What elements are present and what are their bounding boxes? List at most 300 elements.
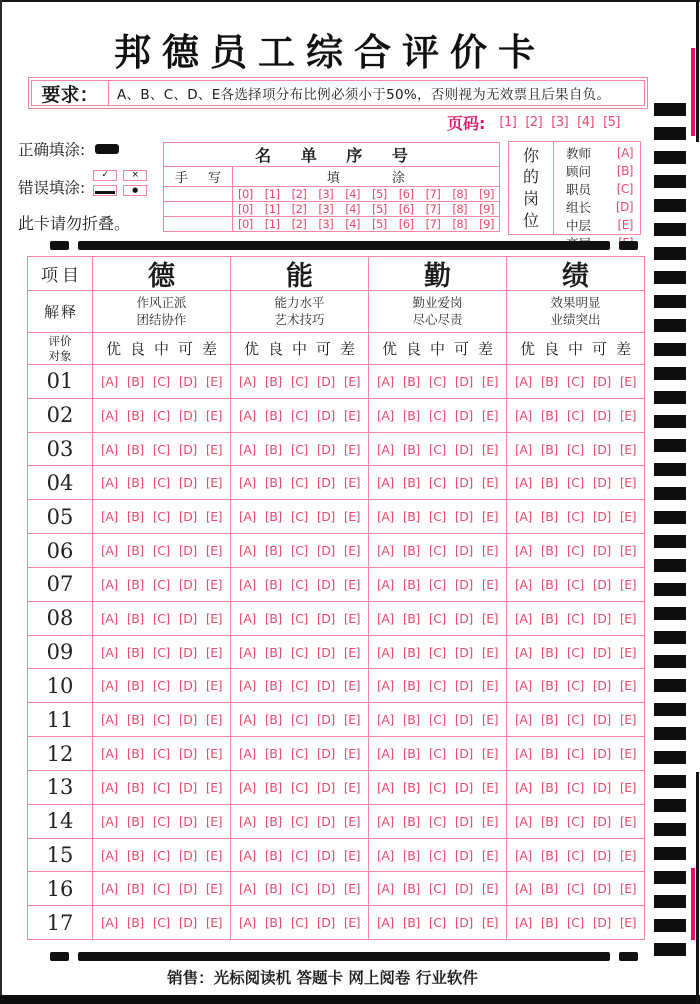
answer-bubble[interactable]: [C] <box>566 779 584 795</box>
answer-bubble[interactable]: [B] <box>264 712 282 728</box>
answer-bubble[interactable]: [A] <box>515 881 532 897</box>
answer-bubble[interactable]: [B] <box>264 881 282 897</box>
answer-bubble[interactable]: [A] <box>239 610 256 626</box>
answer-bubble[interactable]: [D] <box>592 678 611 694</box>
page-number-bubble[interactable]: [4] <box>577 115 595 130</box>
answer-bubble[interactable]: [B] <box>540 746 558 762</box>
answer-bubble[interactable]: [C] <box>566 610 584 626</box>
answer-bubble[interactable]: [D] <box>592 881 611 897</box>
answer-bubble[interactable]: [E] <box>205 813 222 829</box>
answer-bubble[interactable]: [B] <box>540 678 558 694</box>
answer-bubble[interactable]: [C] <box>566 475 584 491</box>
answer-bubble[interactable]: [C] <box>428 576 446 592</box>
answer-bubble[interactable]: [D] <box>454 779 473 795</box>
position-option-bubble[interactable]: [C] <box>616 182 633 196</box>
answer-bubble[interactable]: [E] <box>619 881 636 897</box>
answer-bubble[interactable]: [C] <box>152 644 170 660</box>
answer-bubble[interactable]: [C] <box>152 373 170 389</box>
answer-bubble[interactable]: [C] <box>428 813 446 829</box>
answer-bubble[interactable]: [A] <box>515 373 532 389</box>
answer-bubble[interactable]: [E] <box>205 746 222 762</box>
answer-bubble[interactable]: [D] <box>178 813 197 829</box>
answer-bubble[interactable]: [D] <box>592 915 611 931</box>
answer-bubble[interactable]: [E] <box>481 441 498 457</box>
answer-bubble[interactable]: [A] <box>377 610 394 626</box>
answer-bubble[interactable]: [B] <box>540 407 558 423</box>
answer-bubble[interactable]: [E] <box>205 475 222 491</box>
answer-bubble[interactable]: [C] <box>290 543 308 559</box>
answer-bubble[interactable]: [C] <box>290 475 308 491</box>
answer-bubble[interactable]: [E] <box>619 543 636 559</box>
serial-handwrite-cell[interactable] <box>164 202 233 216</box>
answer-bubble[interactable]: [B] <box>402 881 420 897</box>
answer-bubble[interactable]: [B] <box>126 746 144 762</box>
answer-bubble[interactable]: [E] <box>205 407 222 423</box>
answer-bubble[interactable]: [D] <box>592 610 611 626</box>
answer-bubble[interactable]: [E] <box>205 509 222 525</box>
answer-bubble[interactable]: [A] <box>239 373 256 389</box>
answer-bubble[interactable]: [D] <box>178 779 197 795</box>
answer-bubble[interactable]: [A] <box>515 712 532 728</box>
answer-bubble[interactable]: [E] <box>343 915 360 931</box>
answer-bubble[interactable]: [E] <box>619 576 636 592</box>
answer-bubble[interactable]: [B] <box>126 373 144 389</box>
answer-bubble[interactable]: [C] <box>428 915 446 931</box>
answer-bubble[interactable]: [B] <box>264 847 282 863</box>
answer-bubble[interactable]: [B] <box>126 915 144 931</box>
answer-bubble[interactable]: [D] <box>592 779 611 795</box>
answer-bubble[interactable]: [D] <box>178 678 197 694</box>
answer-bubble[interactable]: [B] <box>402 407 420 423</box>
page-number-bubble[interactable]: [1] <box>499 115 517 130</box>
answer-bubble[interactable]: [A] <box>377 847 394 863</box>
position-option-bubble[interactable]: [A] <box>616 146 633 160</box>
answer-bubble[interactable]: [E] <box>205 576 222 592</box>
answer-bubble[interactable]: [A] <box>515 543 532 559</box>
answer-bubble[interactable]: [C] <box>290 610 308 626</box>
answer-bubble[interactable]: [C] <box>152 779 170 795</box>
answer-bubble[interactable]: [D] <box>592 813 611 829</box>
answer-bubble[interactable]: [A] <box>377 712 394 728</box>
answer-bubble[interactable]: [B] <box>264 779 282 795</box>
answer-bubble[interactable]: [C] <box>428 610 446 626</box>
answer-bubble[interactable]: [E] <box>481 475 498 491</box>
answer-bubble[interactable]: [C] <box>428 475 446 491</box>
answer-bubble[interactable]: [A] <box>101 576 118 592</box>
answer-bubble[interactable]: [C] <box>566 813 584 829</box>
answer-bubble[interactable]: [D] <box>454 610 473 626</box>
answer-bubble[interactable]: [E] <box>619 746 636 762</box>
answer-bubble[interactable]: [E] <box>619 644 636 660</box>
answer-bubble[interactable]: [D] <box>178 407 197 423</box>
answer-bubble[interactable]: [D] <box>592 543 611 559</box>
answer-bubble[interactable]: [E] <box>205 644 222 660</box>
answer-bubble[interactable]: [E] <box>619 373 636 389</box>
serial-digit-bubble[interactable]: [5] <box>371 202 387 216</box>
answer-bubble[interactable]: [B] <box>126 543 144 559</box>
answer-bubble[interactable]: [B] <box>402 678 420 694</box>
answer-bubble[interactable]: [E] <box>205 441 222 457</box>
serial-digit-bubble[interactable]: [6] <box>398 217 414 231</box>
answer-bubble[interactable]: [B] <box>540 712 558 728</box>
answer-bubble[interactable]: [B] <box>402 441 420 457</box>
answer-bubble[interactable]: [D] <box>178 847 197 863</box>
serial-digit-bubble[interactable]: [9] <box>479 187 494 201</box>
answer-bubble[interactable]: [A] <box>239 576 256 592</box>
serial-digit-bubble[interactable]: [9] <box>479 217 494 231</box>
answer-bubble[interactable]: [B] <box>540 779 558 795</box>
answer-bubble[interactable]: [C] <box>428 712 446 728</box>
answer-bubble[interactable]: [D] <box>592 712 611 728</box>
answer-bubble[interactable]: [D] <box>454 441 473 457</box>
answer-bubble[interactable]: [D] <box>316 881 335 897</box>
answer-bubble[interactable]: [B] <box>264 441 282 457</box>
serial-digit-bubble[interactable]: [4] <box>345 217 360 231</box>
answer-bubble[interactable]: [C] <box>428 779 446 795</box>
answer-bubble[interactable]: [A] <box>377 509 394 525</box>
serial-digit-bubble[interactable]: [0] <box>238 202 253 216</box>
answer-bubble[interactable]: [B] <box>402 847 420 863</box>
answer-bubble[interactable]: [C] <box>428 847 446 863</box>
answer-bubble[interactable]: [E] <box>205 847 222 863</box>
answer-bubble[interactable]: [D] <box>178 610 197 626</box>
answer-bubble[interactable]: [D] <box>592 576 611 592</box>
answer-bubble[interactable]: [D] <box>454 543 473 559</box>
answer-bubble[interactable]: [A] <box>101 712 118 728</box>
answer-bubble[interactable]: [E] <box>205 678 222 694</box>
answer-bubble[interactable]: [E] <box>619 610 636 626</box>
answer-bubble[interactable]: [B] <box>402 610 420 626</box>
answer-bubble[interactable]: [A] <box>377 407 394 423</box>
answer-bubble[interactable]: [A] <box>239 407 256 423</box>
answer-bubble[interactable]: [A] <box>101 779 118 795</box>
answer-bubble[interactable]: [B] <box>402 576 420 592</box>
answer-bubble[interactable]: [E] <box>343 813 360 829</box>
answer-bubble[interactable]: [A] <box>377 915 394 931</box>
answer-bubble[interactable]: [B] <box>402 712 420 728</box>
answer-bubble[interactable]: [D] <box>316 475 335 491</box>
answer-bubble[interactable]: [A] <box>515 779 532 795</box>
answer-bubble[interactable]: [B] <box>126 779 144 795</box>
answer-bubble[interactable]: [B] <box>540 373 558 389</box>
serial-digit-bubble[interactable]: [4] <box>345 187 360 201</box>
answer-bubble[interactable]: [E] <box>343 678 360 694</box>
answer-bubble[interactable]: [C] <box>152 813 170 829</box>
answer-bubble[interactable]: [D] <box>592 644 611 660</box>
answer-bubble[interactable]: [E] <box>619 779 636 795</box>
answer-bubble[interactable]: [C] <box>290 373 308 389</box>
answer-bubble[interactable]: [E] <box>343 644 360 660</box>
answer-bubble[interactable]: [B] <box>540 509 558 525</box>
answer-bubble[interactable]: [A] <box>101 610 118 626</box>
answer-bubble[interactable]: [D] <box>454 576 473 592</box>
serial-digit-bubble[interactable]: [4] <box>345 202 360 216</box>
answer-bubble[interactable]: [A] <box>101 373 118 389</box>
answer-bubble[interactable]: [E] <box>619 407 636 423</box>
serial-digit-bubble[interactable]: [2] <box>291 202 307 216</box>
answer-bubble[interactable]: [E] <box>343 610 360 626</box>
answer-bubble[interactable]: [C] <box>566 509 584 525</box>
answer-bubble[interactable]: [A] <box>239 915 256 931</box>
answer-bubble[interactable]: [E] <box>619 712 636 728</box>
answer-bubble[interactable]: [C] <box>290 712 308 728</box>
answer-bubble[interactable]: [D] <box>316 644 335 660</box>
answer-bubble[interactable]: [A] <box>239 509 256 525</box>
answer-bubble[interactable]: [E] <box>481 576 498 592</box>
answer-bubble[interactable]: [A] <box>515 813 532 829</box>
answer-bubble[interactable]: [A] <box>515 509 532 525</box>
answer-bubble[interactable]: [B] <box>264 373 282 389</box>
answer-bubble[interactable]: [D] <box>454 644 473 660</box>
answer-bubble[interactable]: [A] <box>377 475 394 491</box>
answer-bubble[interactable]: [A] <box>377 779 394 795</box>
answer-bubble[interactable]: [C] <box>152 543 170 559</box>
answer-bubble[interactable]: [A] <box>377 543 394 559</box>
answer-bubble[interactable]: [C] <box>428 441 446 457</box>
answer-bubble[interactable]: [A] <box>377 373 394 389</box>
answer-bubble[interactable]: [E] <box>343 543 360 559</box>
answer-bubble[interactable]: [D] <box>592 509 611 525</box>
answer-bubble[interactable]: [B] <box>402 813 420 829</box>
answer-bubble[interactable]: [D] <box>454 475 473 491</box>
answer-bubble[interactable]: [D] <box>178 475 197 491</box>
answer-bubble[interactable]: [A] <box>377 441 394 457</box>
answer-bubble[interactable]: [C] <box>152 678 170 694</box>
position-option-bubble[interactable]: [E] <box>617 218 633 232</box>
answer-bubble[interactable]: [E] <box>481 644 498 660</box>
answer-bubble[interactable]: [C] <box>290 509 308 525</box>
serial-digit-bubble[interactable]: [3] <box>318 217 334 231</box>
answer-bubble[interactable]: [E] <box>481 373 498 389</box>
answer-bubble[interactable]: [A] <box>101 813 118 829</box>
answer-bubble[interactable]: [B] <box>402 644 420 660</box>
answer-bubble[interactable]: [E] <box>343 712 360 728</box>
answer-bubble[interactable]: [C] <box>290 407 308 423</box>
answer-bubble[interactable]: [D] <box>178 373 197 389</box>
answer-bubble[interactable]: [E] <box>343 746 360 762</box>
serial-handwrite-cell[interactable] <box>164 217 233 231</box>
serial-digit-bubble[interactable]: [9] <box>479 202 494 216</box>
page-number-bubble[interactable]: [3] <box>551 115 569 130</box>
answer-bubble[interactable]: [B] <box>402 746 420 762</box>
answer-bubble[interactable]: [D] <box>316 407 335 423</box>
answer-bubble[interactable]: [D] <box>592 746 611 762</box>
answer-bubble[interactable]: [B] <box>126 610 144 626</box>
answer-bubble[interactable]: [D] <box>178 881 197 897</box>
position-option-bubble[interactable]: [B] <box>616 164 633 178</box>
answer-bubble[interactable]: [B] <box>126 881 144 897</box>
answer-bubble[interactable]: [B] <box>126 712 144 728</box>
answer-bubble[interactable]: [A] <box>101 915 118 931</box>
answer-bubble[interactable]: [C] <box>152 509 170 525</box>
answer-bubble[interactable]: [C] <box>290 746 308 762</box>
answer-bubble[interactable]: [B] <box>126 475 144 491</box>
answer-bubble[interactable]: [C] <box>566 373 584 389</box>
answer-bubble[interactable]: [A] <box>101 644 118 660</box>
answer-bubble[interactable]: [D] <box>316 847 335 863</box>
serial-digit-bubble[interactable]: [8] <box>452 217 468 231</box>
serial-digit-bubble[interactable]: [3] <box>318 202 334 216</box>
answer-bubble[interactable]: [B] <box>402 475 420 491</box>
answer-bubble[interactable]: [C] <box>152 847 170 863</box>
answer-bubble[interactable]: [B] <box>540 644 558 660</box>
answer-bubble[interactable]: [E] <box>205 881 222 897</box>
serial-digit-bubble[interactable]: [1] <box>264 187 280 201</box>
answer-bubble[interactable]: [C] <box>566 441 584 457</box>
answer-bubble[interactable]: [B] <box>540 576 558 592</box>
answer-bubble[interactable]: [D] <box>454 915 473 931</box>
answer-bubble[interactable]: [B] <box>264 610 282 626</box>
answer-bubble[interactable]: [B] <box>264 576 282 592</box>
answer-bubble[interactable]: [E] <box>619 813 636 829</box>
answer-bubble[interactable]: [D] <box>316 610 335 626</box>
answer-bubble[interactable]: [A] <box>515 915 532 931</box>
serial-digit-bubble[interactable]: [3] <box>318 187 334 201</box>
answer-bubble[interactable]: [D] <box>316 678 335 694</box>
answer-bubble[interactable]: [A] <box>377 813 394 829</box>
answer-bubble[interactable]: [D] <box>316 373 335 389</box>
answer-bubble[interactable]: [C] <box>428 644 446 660</box>
answer-bubble[interactable]: [A] <box>239 881 256 897</box>
answer-bubble[interactable]: [A] <box>515 678 532 694</box>
answer-bubble[interactable]: [A] <box>101 543 118 559</box>
answer-bubble[interactable]: [A] <box>101 441 118 457</box>
answer-bubble[interactable]: [B] <box>126 847 144 863</box>
answer-bubble[interactable]: [D] <box>592 441 611 457</box>
answer-bubble[interactable]: [E] <box>619 678 636 694</box>
answer-bubble[interactable]: [C] <box>290 576 308 592</box>
answer-bubble[interactable]: [B] <box>126 441 144 457</box>
answer-bubble[interactable]: [D] <box>316 746 335 762</box>
answer-bubble[interactable]: [C] <box>428 509 446 525</box>
serial-digit-bubble[interactable]: [1] <box>264 217 280 231</box>
answer-bubble[interactable]: [E] <box>481 509 498 525</box>
answer-bubble[interactable]: [B] <box>402 373 420 389</box>
answer-bubble[interactable]: [C] <box>152 746 170 762</box>
answer-bubble[interactable]: [D] <box>454 373 473 389</box>
answer-bubble[interactable]: [C] <box>152 441 170 457</box>
answer-bubble[interactable]: [A] <box>377 644 394 660</box>
position-option-bubble[interactable]: [D] <box>615 200 633 214</box>
answer-bubble[interactable]: [E] <box>619 847 636 863</box>
answer-bubble[interactable]: [E] <box>343 576 360 592</box>
answer-bubble[interactable]: [E] <box>481 813 498 829</box>
answer-bubble[interactable]: [B] <box>126 509 144 525</box>
answer-bubble[interactable]: [A] <box>515 610 532 626</box>
answer-bubble[interactable]: [E] <box>619 475 636 491</box>
answer-bubble[interactable]: [B] <box>540 847 558 863</box>
answer-bubble[interactable]: [D] <box>316 509 335 525</box>
answer-bubble[interactable]: [E] <box>481 915 498 931</box>
answer-bubble[interactable]: [C] <box>152 576 170 592</box>
answer-bubble[interactable]: [E] <box>343 881 360 897</box>
answer-bubble[interactable]: [B] <box>126 407 144 423</box>
answer-bubble[interactable]: [C] <box>566 847 584 863</box>
answer-bubble[interactable]: [E] <box>343 407 360 423</box>
answer-bubble[interactable]: [C] <box>290 813 308 829</box>
answer-bubble[interactable]: [E] <box>481 779 498 795</box>
answer-bubble[interactable]: [A] <box>101 509 118 525</box>
answer-bubble[interactable]: [C] <box>428 881 446 897</box>
serial-digit-bubble[interactable]: [7] <box>425 217 441 231</box>
answer-bubble[interactable]: [D] <box>316 915 335 931</box>
answer-bubble[interactable]: [D] <box>454 847 473 863</box>
serial-digit-bubble[interactable]: [8] <box>452 187 468 201</box>
answer-bubble[interactable]: [B] <box>264 678 282 694</box>
answer-bubble[interactable]: [E] <box>343 779 360 795</box>
answer-bubble[interactable]: [B] <box>264 475 282 491</box>
answer-bubble[interactable]: [B] <box>264 813 282 829</box>
answer-bubble[interactable]: [C] <box>428 407 446 423</box>
answer-bubble[interactable]: [C] <box>566 915 584 931</box>
answer-bubble[interactable]: [C] <box>152 475 170 491</box>
answer-bubble[interactable]: [A] <box>377 678 394 694</box>
answer-bubble[interactable]: [A] <box>239 644 256 660</box>
answer-bubble[interactable]: [E] <box>481 847 498 863</box>
answer-bubble[interactable]: [B] <box>126 678 144 694</box>
answer-bubble[interactable]: [C] <box>428 678 446 694</box>
answer-bubble[interactable]: [C] <box>566 881 584 897</box>
serial-digit-bubble[interactable]: [2] <box>291 187 307 201</box>
answer-bubble[interactable]: [B] <box>126 644 144 660</box>
answer-bubble[interactable]: [A] <box>239 746 256 762</box>
answer-bubble[interactable]: [A] <box>101 678 118 694</box>
answer-bubble[interactable]: [A] <box>239 543 256 559</box>
answer-bubble[interactable]: [C] <box>152 610 170 626</box>
answer-bubble[interactable]: [A] <box>101 847 118 863</box>
answer-bubble[interactable]: [B] <box>264 915 282 931</box>
page-number-bubble[interactable]: [2] <box>525 115 543 130</box>
answer-bubble[interactable]: [A] <box>101 407 118 423</box>
answer-bubble[interactable]: [A] <box>515 644 532 660</box>
answer-bubble[interactable]: [C] <box>290 441 308 457</box>
answer-bubble[interactable]: [E] <box>343 509 360 525</box>
answer-bubble[interactable]: [E] <box>343 441 360 457</box>
answer-bubble[interactable]: [E] <box>619 441 636 457</box>
answer-bubble[interactable]: [A] <box>239 813 256 829</box>
serial-handwrite-cell[interactable] <box>164 187 233 201</box>
answer-bubble[interactable]: [B] <box>540 475 558 491</box>
answer-bubble[interactable]: [E] <box>481 746 498 762</box>
answer-bubble[interactable]: [E] <box>619 915 636 931</box>
answer-bubble[interactable]: [A] <box>377 576 394 592</box>
answer-bubble[interactable]: [B] <box>540 441 558 457</box>
answer-bubble[interactable]: [C] <box>290 915 308 931</box>
answer-bubble[interactable]: [D] <box>316 712 335 728</box>
answer-bubble[interactable]: [B] <box>540 813 558 829</box>
answer-bubble[interactable]: [D] <box>592 407 611 423</box>
answer-bubble[interactable]: [E] <box>205 373 222 389</box>
serial-digit-bubble[interactable]: [0] <box>238 217 253 231</box>
answer-bubble[interactable]: [D] <box>454 678 473 694</box>
answer-bubble[interactable]: [D] <box>592 847 611 863</box>
answer-bubble[interactable]: [E] <box>205 779 222 795</box>
answer-bubble[interactable]: [C] <box>290 847 308 863</box>
answer-bubble[interactable]: [C] <box>566 407 584 423</box>
answer-bubble[interactable]: [A] <box>239 475 256 491</box>
answer-bubble[interactable]: [B] <box>264 644 282 660</box>
answer-bubble[interactable]: [C] <box>566 543 584 559</box>
answer-bubble[interactable]: [B] <box>402 915 420 931</box>
answer-bubble[interactable]: [D] <box>316 779 335 795</box>
answer-bubble[interactable]: [D] <box>178 576 197 592</box>
answer-bubble[interactable]: [C] <box>428 543 446 559</box>
answer-bubble[interactable]: [E] <box>481 881 498 897</box>
answer-bubble[interactable]: [E] <box>481 678 498 694</box>
answer-bubble[interactable]: [B] <box>264 407 282 423</box>
answer-bubble[interactable]: [E] <box>343 373 360 389</box>
answer-bubble[interactable]: [D] <box>178 712 197 728</box>
